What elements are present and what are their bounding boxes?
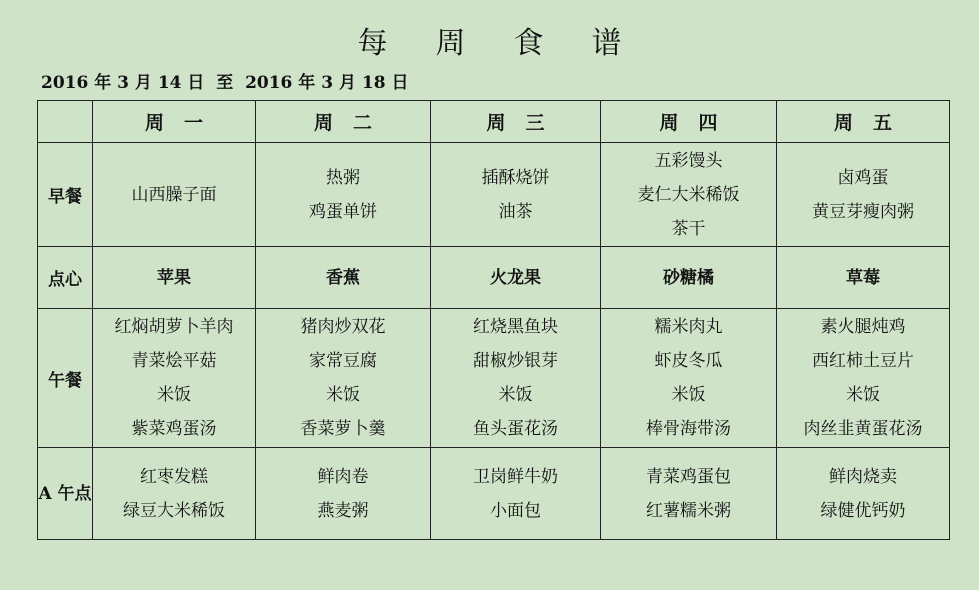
date-range: 2016 年 3 月 14 日 至 2016 年 3 月 18 日: [41, 73, 409, 93]
header-thursday: 周四: [601, 101, 777, 143]
dish: 五彩馒头: [654, 150, 723, 171]
table-row-afternoon-snack: [38, 448, 950, 540]
dish: 小面包: [490, 500, 541, 521]
header-tuesday: 周二: [256, 101, 431, 143]
menu-cell: [601, 309, 777, 448]
menu-cell: [601, 247, 777, 309]
corner-cell: [38, 101, 93, 143]
menu-cell: [777, 309, 950, 448]
dish: 燕麦粥: [317, 500, 369, 521]
dish: 鲜肉烧卖: [829, 466, 897, 487]
dish: 米饭: [157, 385, 191, 405]
dish: 红枣发糕: [140, 466, 208, 487]
menu-cell: [601, 448, 777, 540]
dish: 卤鸡蛋: [837, 167, 889, 188]
dish: 绿健优钙奶: [820, 500, 906, 521]
row-label-lunch: 午餐: [38, 309, 93, 448]
header-wednesday: 周三: [431, 101, 601, 143]
menu-cell: [256, 448, 431, 540]
dish: 紫菜鸡蛋汤: [131, 419, 217, 439]
menu-cell: [256, 247, 431, 309]
dish: 绿豆大米稀饭: [123, 500, 225, 521]
table-row-snack: [38, 247, 950, 309]
dish: 砂糖橘: [663, 267, 714, 288]
dish: 草莓: [846, 267, 880, 288]
dish: 红烧黑鱼块: [473, 317, 558, 337]
table-row-lunch: [38, 309, 950, 448]
weekly-menu-table: [37, 100, 950, 540]
dish: 卫岗鲜牛奶: [473, 466, 558, 487]
row-label-afternoon-snack: A 午点: [38, 448, 93, 540]
dish: 青菜烩平菇: [131, 351, 217, 371]
dish: 糯米肉丸: [654, 317, 723, 337]
dish: 肉丝韭黄蛋花汤: [803, 419, 923, 439]
header-friday: 周五: [777, 101, 950, 143]
dish: 香蕉: [326, 267, 360, 288]
dish: 家常豆腐: [309, 351, 377, 371]
dish: 红薯糯米粥: [646, 500, 731, 521]
dish: 米饭: [671, 385, 706, 405]
dish: 米饭: [326, 385, 360, 405]
menu-cell: [777, 448, 950, 540]
dish: 黄豆芽瘦肉粥: [812, 201, 914, 222]
menu-cell: [431, 247, 601, 309]
dish: 苹果: [157, 267, 191, 288]
menu-cell: [777, 247, 950, 309]
dish: 棒骨海带汤: [646, 419, 731, 439]
dish: 麦仁大米稀饭: [637, 184, 740, 205]
menu-cell: [601, 143, 777, 247]
menu-cell: [431, 309, 601, 448]
dish: 茶干: [671, 218, 706, 239]
menu-cell: [93, 309, 256, 448]
dish: 猪肉炒双花: [300, 317, 386, 337]
header-monday: 周一: [93, 101, 256, 143]
header-row: [38, 101, 950, 143]
dish: 热粥: [326, 167, 360, 188]
dish: 香菜萝卜羹: [300, 419, 386, 439]
dish: 火龙果: [490, 267, 541, 288]
dish: 山西臊子面: [131, 184, 217, 205]
dish: 西红柿土豆片: [812, 351, 914, 371]
dish: 素火腿炖鸡: [820, 317, 906, 337]
menu-cell: [93, 247, 256, 309]
dish: 插酥烧饼: [481, 167, 550, 188]
table-row-breakfast: [38, 143, 950, 247]
dish: 油茶: [498, 201, 533, 222]
menu-cell: [256, 309, 431, 448]
menu-cell: [431, 448, 601, 540]
dish: 鲜肉卷: [317, 466, 369, 487]
page-title: 每周食谱: [357, 26, 670, 61]
dish: 米饭: [846, 385, 880, 405]
dish: 虾皮冬瓜: [654, 351, 723, 371]
dish: 鸡蛋单饼: [309, 201, 377, 222]
menu-cell: [93, 143, 256, 247]
row-label-breakfast: 早餐: [38, 143, 93, 247]
menu-cell: [777, 143, 950, 247]
menu-cell: [256, 143, 431, 247]
dish: 青菜鸡蛋包: [646, 466, 731, 487]
menu-cell: [431, 143, 601, 247]
row-label-snack: 点心: [38, 247, 93, 309]
dish: 红焖胡萝卜羊肉: [114, 317, 234, 337]
dish: 米饭: [498, 385, 533, 405]
dish: 鱼头蛋花汤: [473, 419, 558, 439]
dish: 甜椒炒银芽: [473, 351, 558, 371]
menu-cell: [93, 448, 256, 540]
